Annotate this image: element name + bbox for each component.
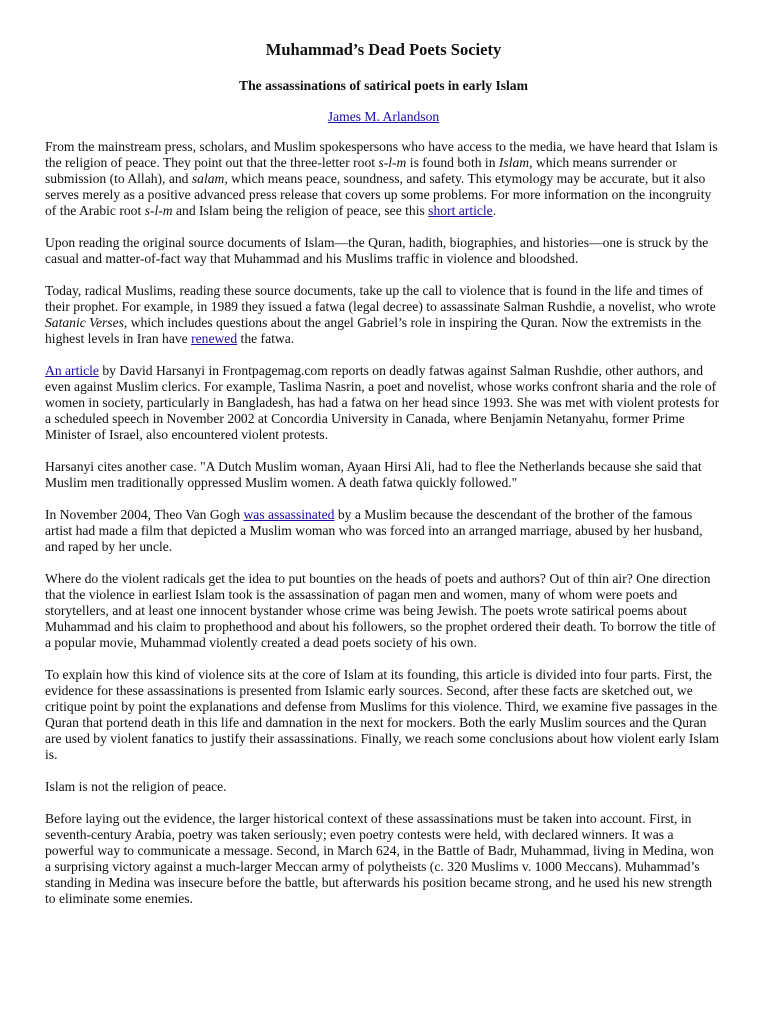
- text-span: the fatwa.: [237, 331, 295, 346]
- text-span: .: [492, 203, 497, 218]
- author-link[interactable]: James M. Arlandson: [327, 109, 440, 124]
- text-span: , which means peace, soundness, and safety. This etymology may be accurate, but it also serves merely as a positive advanced press release that covers up some problems. For more information on the incongruity of the Arabic root: [45, 171, 712, 218]
- document-subtitle: The assassinations of satirical poets in early Islam: [239, 78, 528, 93]
- italic-term: salam: [191, 171, 225, 186]
- text-span: , which includes questions about the angel Gabriel’s role in inspiring the Quran. Now the extremists in the highest levels in Iran have: [45, 315, 702, 346]
- italic-term: Islam: [498, 155, 530, 170]
- paragraph-9: Islam is not the religion of peace.: [45, 779, 227, 794]
- italic-term: s-l-m: [144, 203, 173, 218]
- paragraph-8: To explain how this kind of violence sits at the core of Islam at its founding, this article is divided into four parts. First, the evidence for these assassinations is presented from Islamic early sources. Second, after these facts are sketched out, we critique point by point the explanations and defense from Muslims for this violence. Third, we examine five passages in the Quran that portend death in this life and damnation in the next for mockers. Both the early Muslim sources and the Quran are used by violent fanatics to justify their assassinations. Finally, we reach some conclusions about how violent early Islam is.: [45, 667, 720, 762]
- paragraph-2: Upon reading the original source documents of Islam—the Quran, hadith, biographies, and histories—one is struck by the casual and matter-of-fact way that Muhammad and his Muslims traffic in violence and bloodshed.: [45, 235, 709, 266]
- short-article-link[interactable]: short article: [428, 203, 493, 218]
- text-span: In November 2004, Theo Van Gogh: [45, 507, 244, 522]
- renewed-link[interactable]: renewed: [191, 331, 238, 346]
- document-title: Muhammad’s Dead Poets Society: [265, 40, 502, 59]
- paragraph-7: Where do the violent radicals get the idea to put bounties on the heads of poets and authors? Out of thin air? One direction that the violence in earliest Islam took is the assassination of pagan men and women, many of whom were poets and storytellers, and at least one innocent bystander whose crime was being Jewish. The poets wrote satirical poems about Muhammad and his claim to prophethood and about his followers, so the prophet ordered their death. To borrow the title of a popular movie, Muhammad violently created a dead poets society of his own.: [45, 571, 716, 650]
- italic-title: Satanic Verses: [45, 315, 124, 330]
- paragraph-5: Harsanyi cites another case. "A Dutch Muslim woman, Ayaan Hirsi Ali, had to flee the Netherlands because she said that Muslim men traditionally oppressed Muslim women. A death fatwa quickly followed.": [45, 459, 702, 490]
- author-line: [45, 109, 722, 125]
- text-span: by a Muslim because the descendant of the brother of the famous artist had made a film that depicted a Muslim woman who was forced into an arranged marriage, abused by her husband, and raped by her uncle.: [45, 507, 703, 554]
- text-span: by David Harsanyi in Frontpagemag.com reports on deadly fatwas against Salman Rushdie, other authors, and even against Muslim clerics. For example, Taslima Nasrin, a poet and novelist, whose works confront sharia and the role of women in society, particularly in Bangladesh, has had a fatwa on her head since 1993. She was met with violent protests for a scheduled speech in November 2002 at Concordia University in Canada, where Benjamin Netanyahu, former Prime Minister of Israel, also encountered violent protests.: [45, 363, 720, 442]
- paragraph-1: [45, 139, 722, 219]
- text-span: is found both in: [406, 155, 499, 170]
- paragraph-3: [45, 283, 722, 347]
- italic-term: s-l-m: [378, 155, 407, 170]
- paragraph-10: Before laying out the evidence, the larger historical context of these assassinations must be taken into account. First, in seventh-century Arabia, poetry was taken seriously; even poetry contests were held, with declared winners. It was a powerful way to communicate a message. Second, in March 624, in the Battle of Badr, Muhammad, living in Medina, won a surprising victory against a much-larger Meccan army of polytheists (c. 320 Muslims v. 1000 Meccans). Muhammad’s standing in Medina was insecure before the battle, but afterwards his position became strong, and he used his new strength to eliminate some enemies.: [45, 811, 714, 906]
- text-span: From the mainstream press, scholars, and Muslim spokespersons who have access to the media, we have heard that Islam is the religion of peace. They point out that the three-letter root: [45, 139, 718, 170]
- an-article-link[interactable]: An article: [45, 363, 99, 378]
- text-span: , which means surrender or submission (to Allah), and: [45, 155, 677, 186]
- paragraph-4: [45, 363, 722, 443]
- paragraph-6: [45, 507, 722, 555]
- text-span: Today, radical Muslims, reading these source documents, take up the call to violence that is found in the life and times of their prophet. For example, in 1989 they issued a fatwa (legal decree) to assassinate Salman Rushdie, a novelist, who wrote: [45, 283, 716, 314]
- was-assassinated-link[interactable]: was assassinated: [243, 507, 335, 522]
- text-span: and Islam being the religion of peace, see this: [172, 203, 429, 218]
